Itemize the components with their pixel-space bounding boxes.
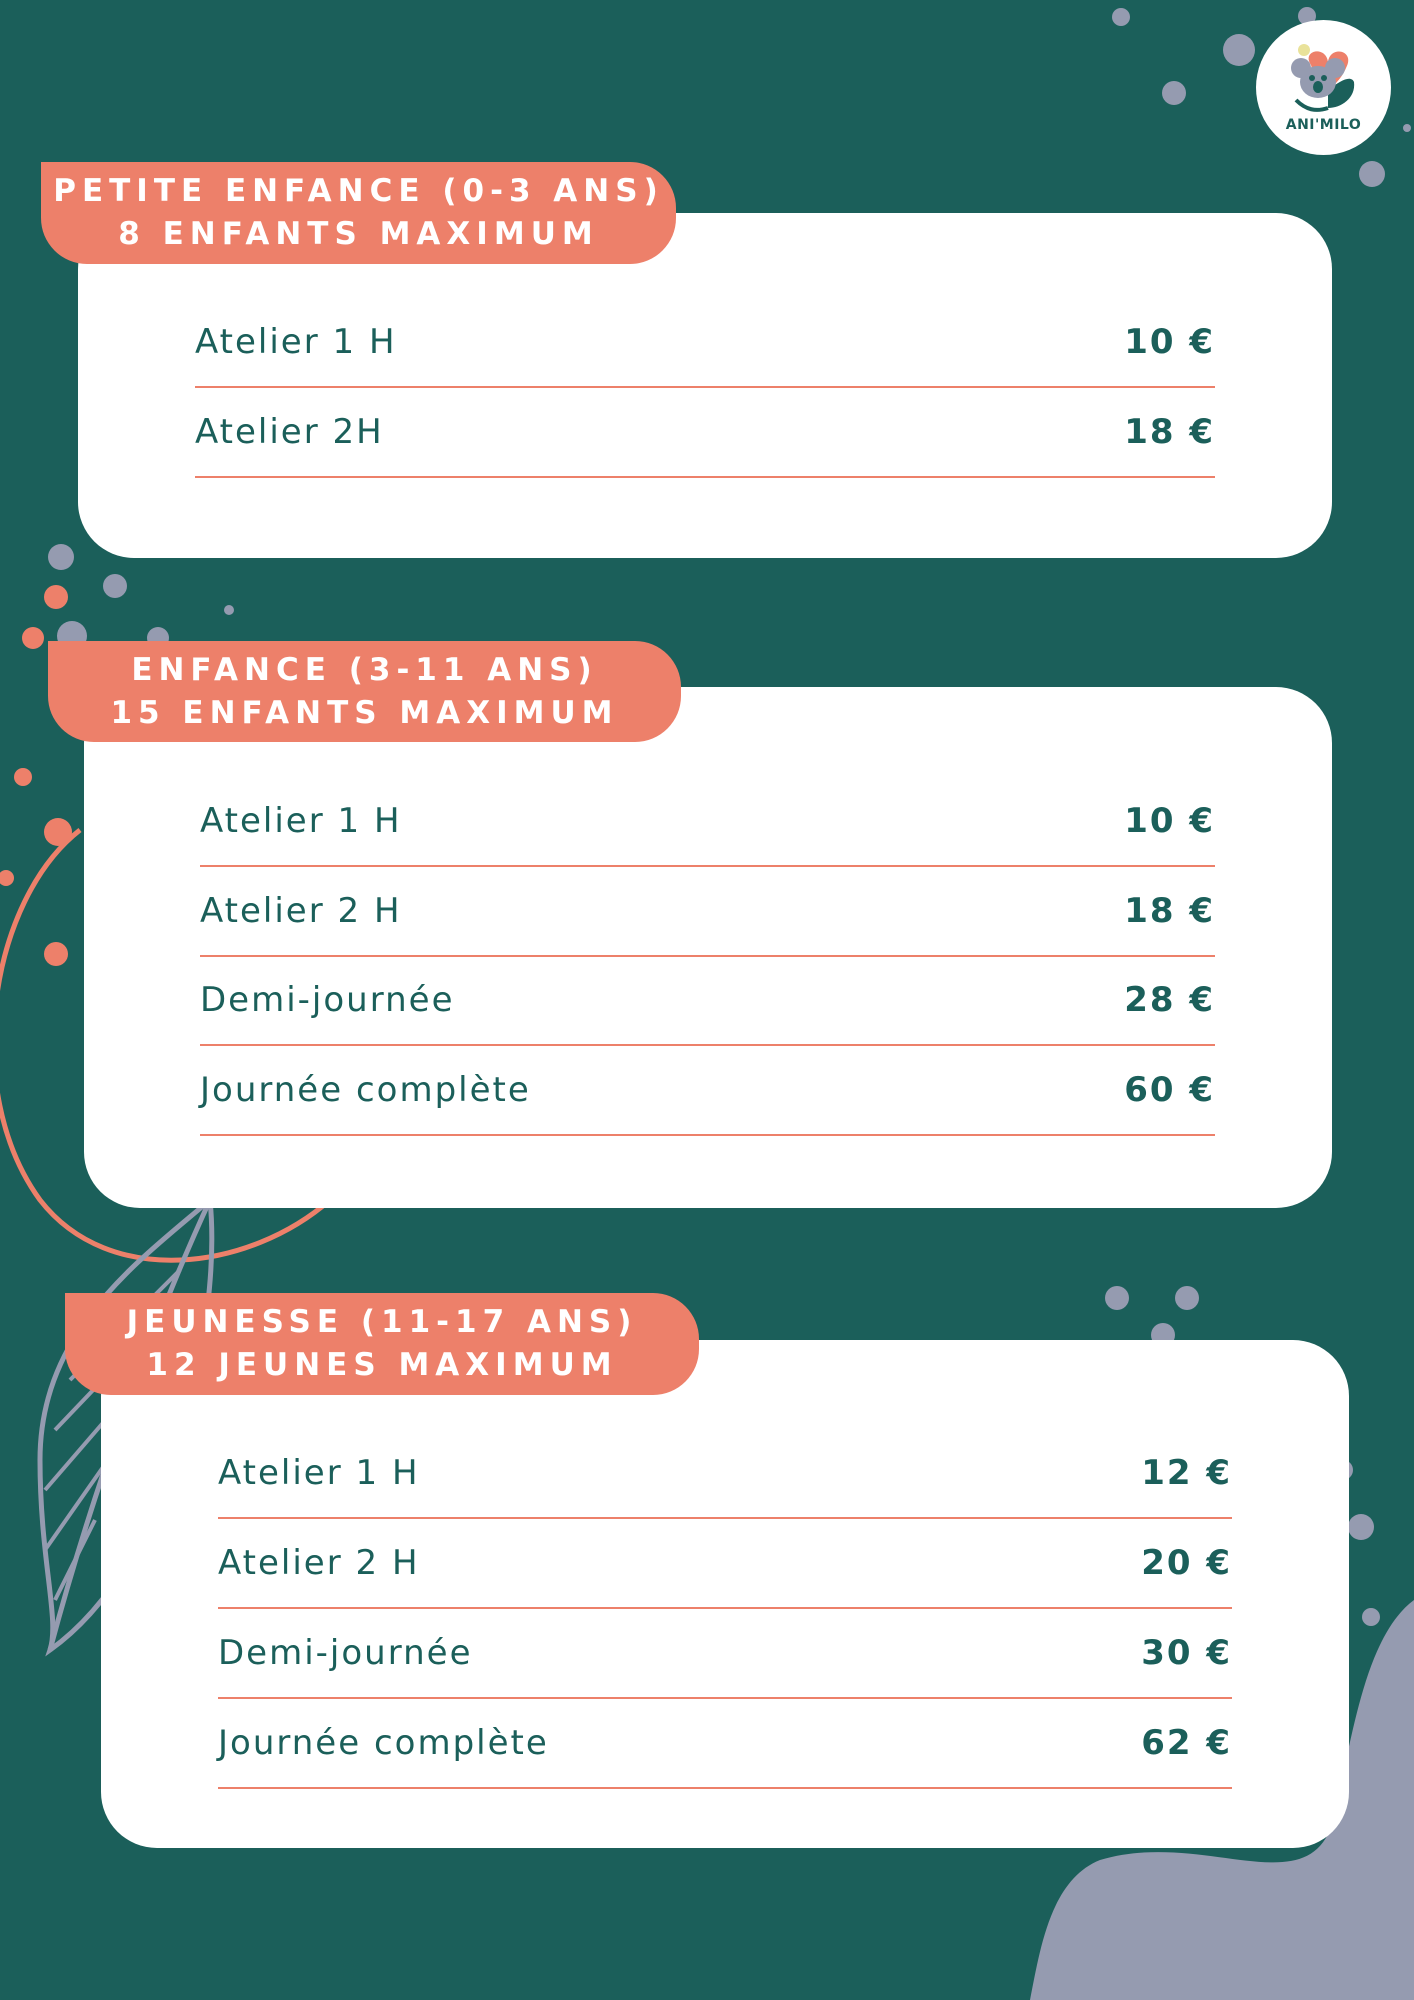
section-badge-enfance — [48, 641, 681, 742]
price-row-label: Atelier 1 H — [195, 322, 397, 362]
price-row — [195, 298, 1215, 388]
price-row — [200, 867, 1215, 957]
price-row — [218, 1609, 1232, 1699]
price-row-label: Atelier 1 H — [200, 801, 402, 841]
brand-logo — [1256, 20, 1391, 155]
section-badge-jeunesse — [65, 1293, 699, 1395]
price-row-label: Demi-journée — [200, 980, 455, 1020]
price-row-label: Atelier 1 H — [218, 1453, 420, 1493]
price-row-value: 62 € — [1141, 1723, 1232, 1763]
price-row-label: Atelier 2 H — [200, 891, 402, 931]
price-row-value: 28 € — [1124, 980, 1215, 1020]
price-row — [200, 777, 1215, 867]
price-row-value: 30 € — [1141, 1633, 1232, 1673]
price-row-label: Demi-journée — [218, 1633, 473, 1673]
price-row — [200, 1046, 1215, 1136]
section-capacity: 15 ENFANTS MAXIMUM — [110, 695, 619, 731]
koala-icon — [1256, 20, 1391, 155]
section-capacity: 8 ENFANTS MAXIMUM — [118, 216, 599, 252]
price-row-value: 18 € — [1124, 891, 1215, 931]
section-title: JEUNESSE (11-17 ANS) — [126, 1304, 638, 1340]
section-title: ENFANCE (3-11 ANS) — [131, 652, 598, 688]
section-badge-petite-enfance — [41, 162, 676, 264]
price-row-value: 10 € — [1124, 322, 1215, 362]
price-row-value: 18 € — [1124, 412, 1215, 452]
section-capacity: 12 JEUNES MAXIMUM — [146, 1347, 618, 1383]
price-row-value: 10 € — [1124, 801, 1215, 841]
price-row-label: Atelier 2H — [195, 412, 384, 452]
brand-name: ANI'MILO — [1285, 117, 1362, 133]
price-row — [218, 1699, 1232, 1789]
price-row-value: 20 € — [1141, 1543, 1232, 1583]
price-row — [200, 956, 1215, 1046]
price-row-label: Journée complète — [218, 1723, 549, 1763]
price-row — [195, 388, 1215, 478]
price-row-value: 12 € — [1141, 1453, 1232, 1493]
price-row — [218, 1519, 1232, 1609]
price-row-label: Atelier 2 H — [218, 1543, 420, 1583]
price-row-label: Journée complète — [200, 1070, 531, 1110]
price-row — [218, 1429, 1232, 1519]
section-title: PETITE ENFANCE (0-3 ANS) — [53, 173, 664, 209]
price-row-value: 60 € — [1124, 1070, 1215, 1110]
